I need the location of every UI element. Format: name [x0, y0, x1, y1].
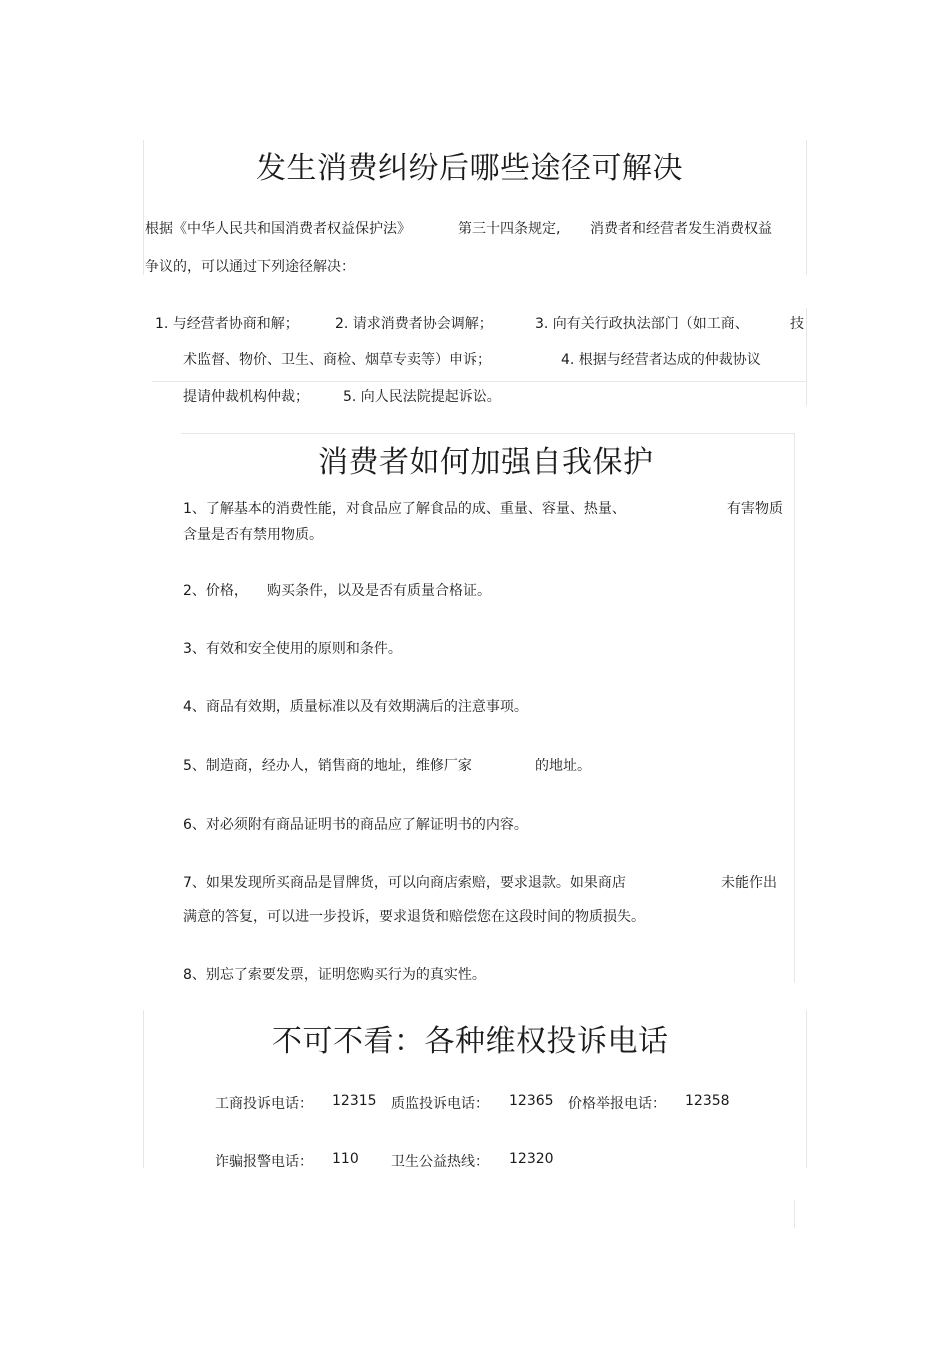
way-4-line2: 提请仲裁机构仲裁；	[183, 389, 309, 405]
intro-part3: 消费者和经营者发生消费权益	[590, 221, 772, 237]
item-1-cont: 有害物质	[727, 501, 783, 517]
section2-title: 消费者如何加强自我保护	[318, 445, 654, 480]
item-2: 2、价格，	[183, 583, 248, 599]
box-line	[143, 1010, 144, 1168]
way-3-line2: 术监督、物价、卫生、商检、烟草专卖等）申诉；	[183, 352, 491, 368]
item-5-cont: 的地址。	[535, 758, 591, 774]
way-3-cont: 技	[790, 316, 804, 332]
hotline-label-1: 工商投诉电话：	[215, 1096, 313, 1112]
intro-line2: 争议的，可以通过下列途径解决：	[145, 259, 355, 275]
way-2: 2. 请求消费者协会调解；	[335, 316, 493, 332]
item-7-line2: 满意的答复，可以进一步投诉，要求退货和赔偿您在这段时间的物质损失。	[183, 909, 645, 925]
hotline-label-4: 诈骗报警电话：	[215, 1154, 313, 1170]
item-1-line2: 含量是否有禁用物质。	[183, 527, 323, 543]
intro-part2: 第三十四条规定,	[458, 221, 561, 237]
way-3: 3. 向有关行政执法部门（如工商、	[535, 316, 749, 332]
box-line	[143, 140, 144, 275]
hotline-label-5: 卫生公益热线：	[391, 1154, 489, 1170]
intro-part1: 根据《中华人民共和国消费者权益保护法》	[145, 221, 411, 237]
way-5: 5. 向人民法院提起诉讼。	[343, 389, 501, 405]
item-6: 6、对必须附有商品证明书的商品应了解证明书的内容。	[183, 817, 528, 833]
item-1: 1、了解基本的消费性能，对食品应了解食品的成、重量、容量、热量、	[183, 501, 626, 517]
item-8: 8、别忘了索要发票，证明您购买行为的真实性。	[183, 967, 486, 983]
box-line	[152, 381, 807, 382]
hotline-label-3: 价格举报电话：	[568, 1096, 666, 1112]
hotline-number-1: 12315	[332, 1093, 377, 1109]
hotline-number-4: 110	[332, 1151, 359, 1167]
way-4: 4. 根据与经营者达成的仲裁协议	[561, 352, 761, 368]
hotline-number-5: 12320	[509, 1151, 554, 1167]
box-line	[794, 1200, 795, 1228]
section1-title: 发生消费纠纷后哪些途径可解决	[256, 151, 683, 186]
hotline-label-2: 质监投诉电话：	[391, 1096, 489, 1112]
box-line	[806, 1010, 807, 1168]
box-line	[806, 140, 807, 275]
hotline-number-3: 12358	[685, 1093, 730, 1109]
item-7-cont: 未能作出	[721, 875, 777, 891]
box-line	[181, 433, 795, 434]
item-7: 7、如果发现所买商品是冒牌货，可以向商店索赔，要求退款。如果商店	[183, 875, 626, 891]
item-4: 4、商品有效期，质量标准以及有效期满后的注意事项。	[183, 699, 528, 715]
way-1: 1. 与经营者协商和解；	[155, 316, 299, 332]
box-line	[794, 433, 795, 983]
box-line	[806, 308, 807, 406]
item-3: 3、有效和安全使用的原则和条件。	[183, 641, 402, 657]
item-2-cont: 购买条件，以及是否有质量合格证。	[267, 583, 491, 599]
section3-title: 不可不看：各种维权投诉电话	[272, 1024, 669, 1059]
item-5: 5、制造商，经办人，销售商的地址，维修厂家	[183, 758, 472, 774]
hotline-number-2: 12365	[509, 1093, 554, 1109]
